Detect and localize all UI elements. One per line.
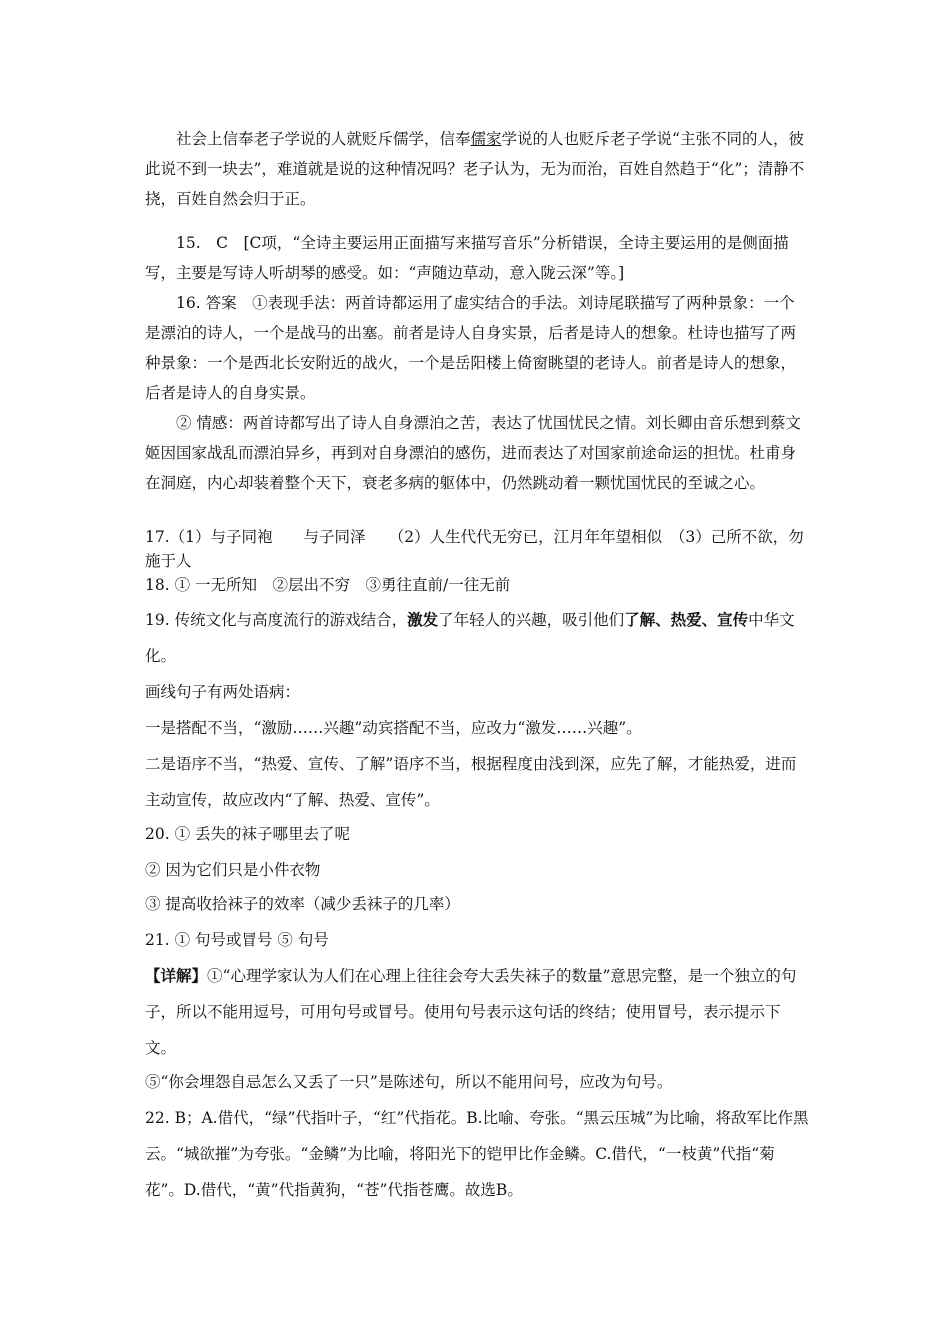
answer-20-c: ③ 提高收拾袜子的效率（减少丢袜子的几率）: [145, 895, 460, 913]
answer-19-error-2: 二是语序不当，“热爱、宣传、了解”语序不当，根据程度由浅到深，应先了解，才能热爱，进而主动宣传，故应改内“了解、热爱、宣传”。: [145, 755, 797, 809]
answer-19-text: 了年轻人的兴趣，吸引他们: [438, 611, 625, 629]
answer-19-text: 中华文化。: [145, 611, 795, 665]
answer-20-a: 20. ① 丢失的袜子哪里去了呢: [145, 825, 351, 843]
answer-21: 21. ① 句号或冒号 ⑤ 句号: [145, 931, 329, 949]
answer-21-item5: ⑤“你会埋怨自忌怎么又丢了一只”是陈述句，所以不能用问号，应改为句号。: [145, 1073, 673, 1091]
paragraph-text: 学说的人也贬斥老子学说“主张不同的人，彼此说不到一块去”，难道就是说的这种情况吗？老子认为，无为而治，百姓自然趋于“化”；清静不挠，百姓自然会归于正。: [145, 130, 805, 208]
answer-19-error-1: 一是搭配不当，“激励……兴趣”动宾搭配不当，应改力“激发……兴趣”。: [145, 719, 642, 737]
answer-17: 17.（1）与子同袍 与子同泽 （2）人生代代无穷已，江月年年望相似 （3）己所不欲，勿施于人: [145, 528, 804, 570]
answer-21-detail: [145, 958, 810, 1066]
answer-22: 22. B；A.借代，“绿”代指叶子，“红”代指花。B.比喻、夸张。“黑云压城”为比喻，将敌军比作黑云。“城欲摧”为夸张。“金鳞”为比喻，将阳光下的铠甲比作金鳞。C.借代，“一枝黄”代指“菊花”。D.借代，“黄”代指黄狗，“苍”代指苍鹰。故选B。: [145, 1109, 809, 1199]
paragraph-translation: [145, 124, 810, 214]
answer-16-technique: 16. 答案 ①表现手法：两首诗都运用了虚实结合的手法。刘诗尾联描写了两种景象：一个是漂泊的诗人，一个是战马的出塞。前者是诗人自身实景，后者是诗人的想象。杜诗也描写了两种景象：一个是西北长安附近的战火，一个是岳阳楼上倚窗眺望的老诗人。前者是诗人的想象，后者是诗人的自身实景。: [145, 294, 797, 402]
bold-word: 激发: [407, 610, 439, 629]
detail-tag: 【详解】: [145, 966, 208, 985]
answer-19-note: 画线句子有两处语病：: [145, 683, 301, 701]
detail-text: ①“心理学家认为人们在心理上往往会夸大丢失袜子的数量”意思完整，是一个独立的句子，所以不能用逗号，可用句号或冒号。使用句号表示这句话的终结；使用冒号，表示提示下文。: [145, 967, 797, 1057]
answer-19-text: 19. 传统文化与高度流行的游戏结合，: [145, 611, 408, 629]
answer-16-emotion: ② 情感：两首诗都写出了诗人自身漂泊之苦，表达了忧国忧民之情。刘长卿由音乐想到蔡文姬因国家战乱而漂泊异乡，再到对自身漂泊的感伤，进而表达了对国家前途命运的担忧。杜甫身在洞庭，内心却装着整个天下，衰老多病的躯体中，仍然跳动着一颗忧国忧民的至诚之心。: [145, 414, 801, 492]
bold-phrase: 了解、热爱、宣传: [624, 610, 749, 629]
answer-18: 18. ① 一无所知 ②层出不穷 ③勇往直前/一往无前: [145, 576, 511, 594]
underlined-word: 儒家: [470, 130, 502, 148]
paragraph-text: 社会上信奉老子学说的人就贬斥儒学，信奉: [176, 130, 471, 148]
answer-20-b: ② 因为它们只是小件衣物: [145, 861, 321, 879]
answer-19: [145, 602, 810, 674]
answer-15: 15. C [C项，“全诗主要运用正面描写来描写音乐”分析错误，全诗主要运用的是侧面描写，主要是写诗人听胡琴的感受。如：“声随边草动，意入陇云深”等。]: [145, 234, 789, 282]
